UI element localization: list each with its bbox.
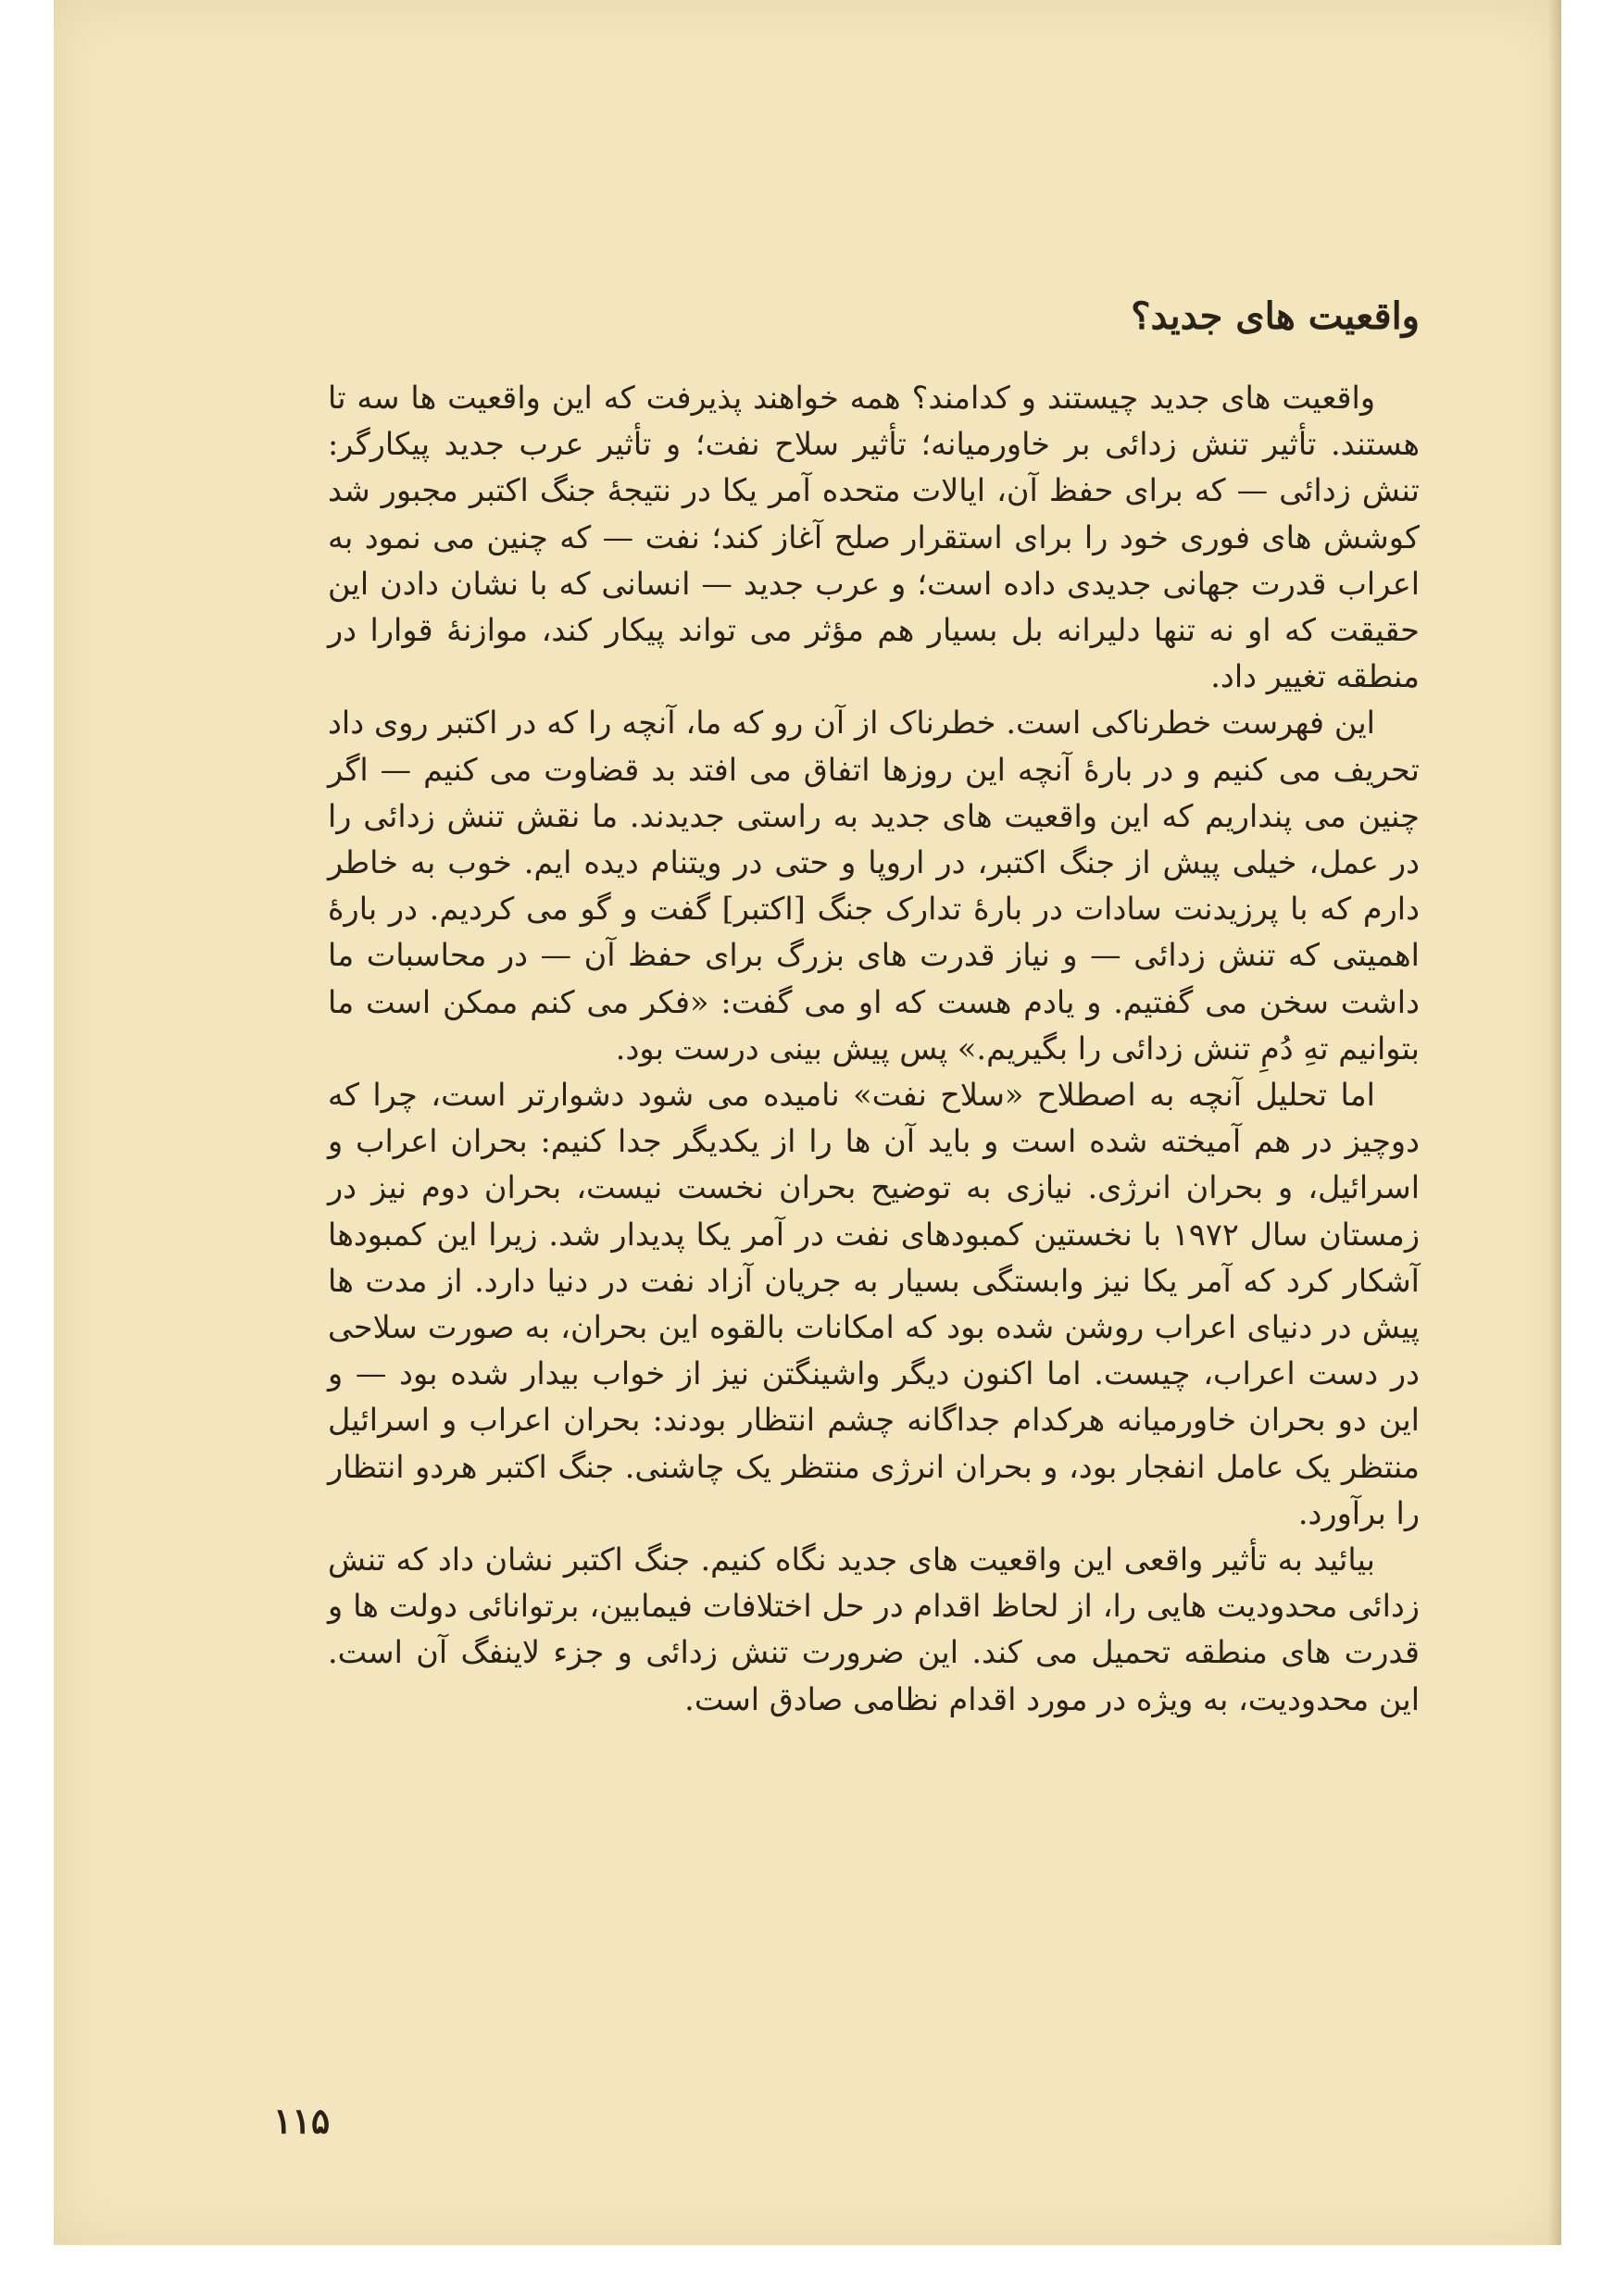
section-heading: واقعیت های جدید؟ xyxy=(1131,294,1420,338)
paragraph-4: بیائید به تأثیر واقعی این واقعیت های جدید نگاه کنیم. جنگ اکتبر نشان داد که تنش زدائی محدودیت هایی را، از لحاظ اقدام در حل اختلافات فیمابین، برتوانائی دولت ها و قدرت های منطقه تحمیل می کند. این ضرورت تنش زدائی و جزء لاینفگ آن است. این محدودیت، به ویژه در مورد اقدام نظامی صادق است. xyxy=(328,1541,1420,1717)
paragraph-1: واقعیت های جدید چیستند و کدامند؟ همه خواهند پذیرفت که این واقعیت ها سه تا هستند. تأثیر تنش زدائی بر خاورمیانه؛ تأثیر سلاح نفت؛ و تأثیر عرب جدید پیکارگر: تنش زدائی — که برای حفظ آن، ایالات متحده آمر یکا در نتیجهٔ جنگ اکتبر مجبور شد کوشش های فوری خود را برای استقرار صلح آغاز کند؛ نفت — که چنین می نمود به اعراب قدرت جهانی جدیدی داده است؛ و عرب جدید — انسانی که با نشان دادن این حقیقت که او نه تنها دلیرانه بل بسیار هم مؤثر می تواند پیکار کند، موازنهٔ قوارا در منطقه تغییر داد. xyxy=(328,380,1420,695)
body-text xyxy=(328,375,1420,1723)
paragraph-2: این فهرست خطرناکی است. خطرناک از آن رو که ما، آنچه را که در اکتبر روی داد تحریف می کنیم و در بارهٔ آنچه این روزها اتفاق می افتد بد قضاوت می کنیم — اگر چنین می پنداریم که این واقعیت های جدید به راستی جدیدند. ما نقش تنش زدائی را در عمل، خیلی پیش از جنگ اکتبر، در اروپا و حتی در ویتنام دیده ایم. خوب به خاطر دارم که با پرزیدنت سادات در بارهٔ تدارک جنگ [اکتبر] گفت و گو می کردیم. در بارهٔ اهمیتی که تنش زدائی — و نیاز قدرت های بزرگ برای حفظ آن — در محاسبات ما داشت سخن می گفتیم. و یادم هست که او می گفت: «فکر می کنم ممکن است ما بتوانیم تهِ دُمِ تنش زدائی را بگیریم.» پس پیش بینی درست بود. xyxy=(328,705,1420,1067)
paragraph-3: اما تحلیل آنچه به اصطلاح «سلاح نفت» نامیده می شود دشوارتر است، چرا که دوچیز در هم آمیخته شده است و باید آن ها را از یکدیگر جدا کنیم: بحران اعراب و اسرائیل، و بحران انرژی. نیازی به توضیح بحران نخست نیست، بحران دوم نیز در زمستان سال ۱۹۷۲ با نخستین کمبودهای نفت در آمر یکا پدیدار شد. زیرا این کمبودها آشکار کرد که آمر یکا نیز وابستگی بسیار به جریان آزاد نفت در دنیا دارد. از مدت ها پیش در دنیای اعراب روشن شده بود که امکانات بالقوه این بحران، به صورت سلاحی در دست اعراب، چیست. اما اکنون دیگر واشینگتن نیز از خواب بیدار شده بود — و این دو بحران خاورمیانه هرکدام جداگانه چشم انتظار بودند: بحران اعراب و اسرائیل منتظر یک عامل انفجار بود، و بحران انرژی منتظر یک چاشنی. جنگ اکتبر هردو انتظار را برآورد. xyxy=(328,1077,1420,1531)
page-edge xyxy=(1548,0,1561,2245)
page-number: ۱۱۵ xyxy=(273,2100,331,2141)
page-sheet xyxy=(54,0,1561,2245)
